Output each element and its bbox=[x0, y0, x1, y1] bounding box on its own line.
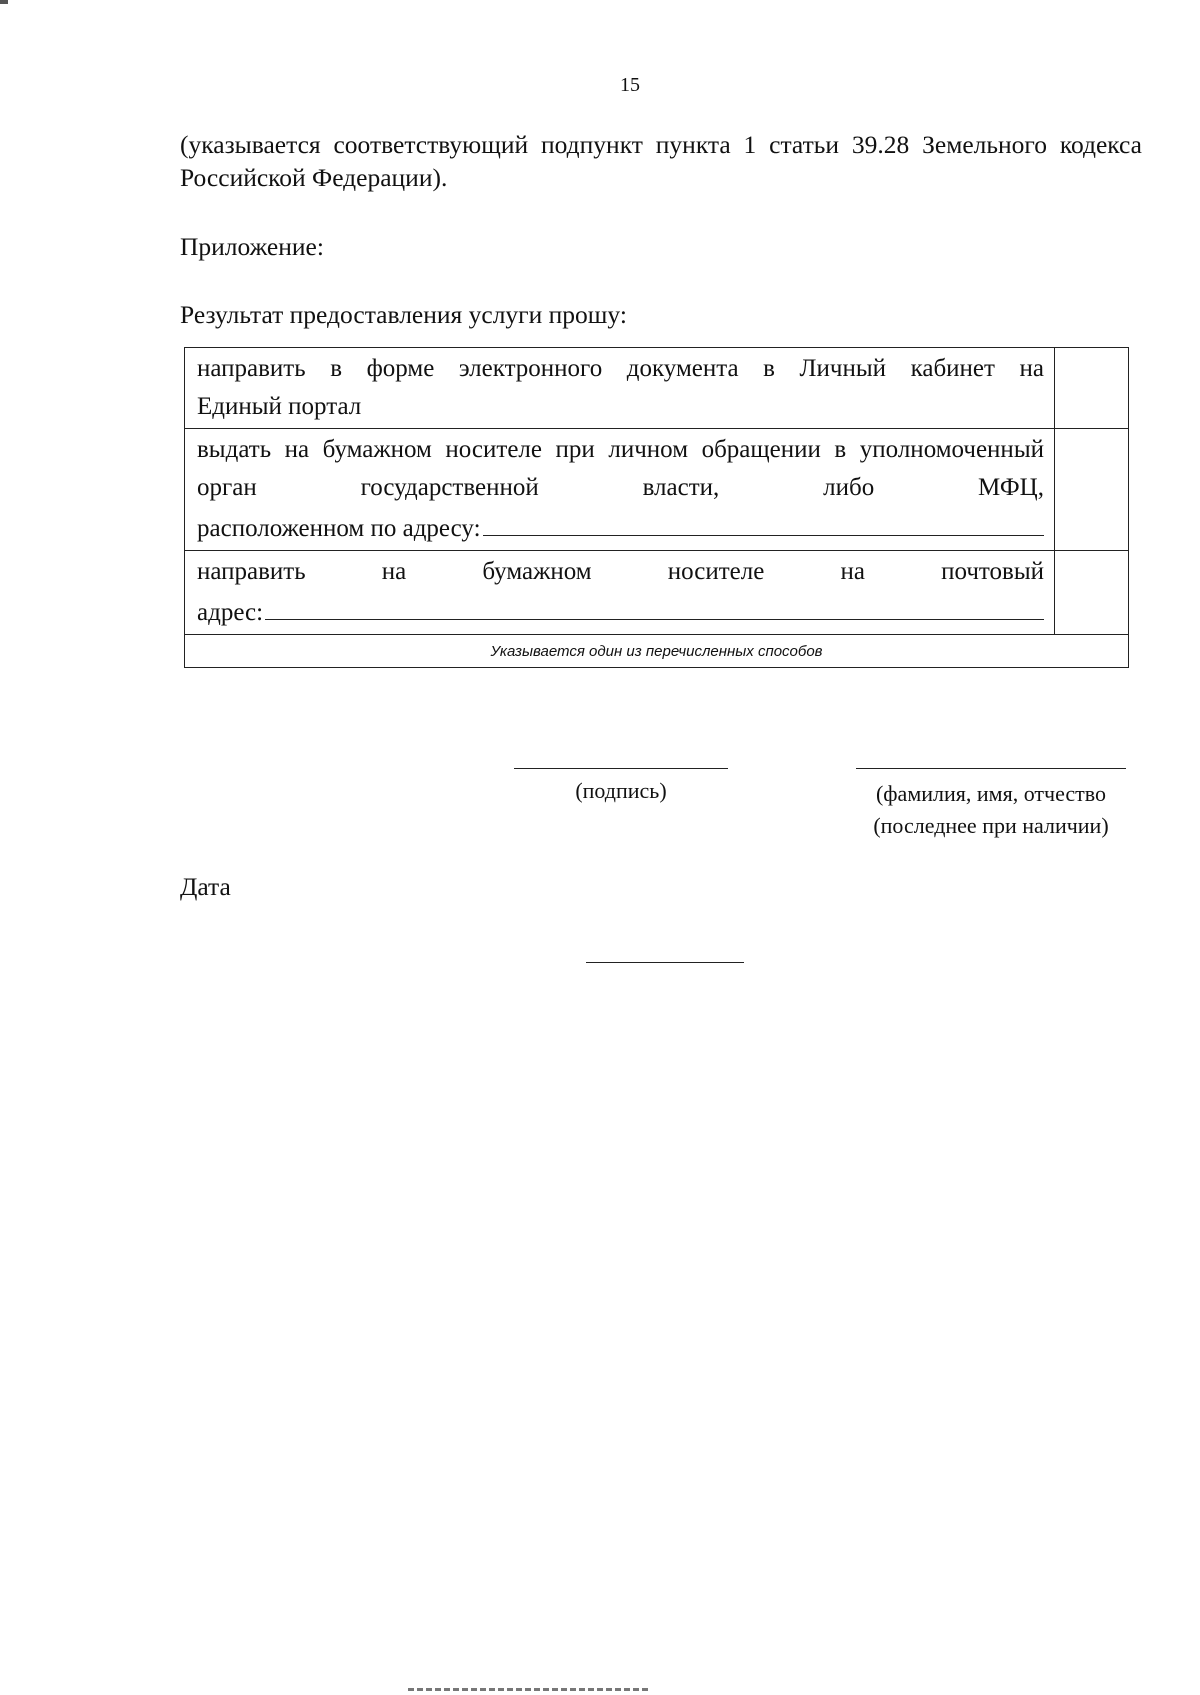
signature-line[interactable] bbox=[514, 768, 728, 769]
options-note-row bbox=[185, 635, 1129, 668]
options-note: Указывается один из перечисленных способов bbox=[185, 635, 1129, 668]
delivery-option-text-cell bbox=[185, 429, 1055, 551]
delivery-option-row bbox=[185, 348, 1129, 429]
delivery-option-last-line bbox=[197, 591, 1044, 632]
delivery-option-text-cell bbox=[185, 348, 1055, 429]
full-name-caption-line-2: (последнее при наличии) bbox=[873, 813, 1109, 838]
delivery-option-text: выдать на бумажном носителе при личном обращении в уполномоченный орган государственной власти, либо МФЦ, bbox=[197, 436, 1044, 501]
delivery-options-table bbox=[184, 347, 1129, 668]
delivery-option-row bbox=[185, 551, 1129, 635]
scan-bottom-mark bbox=[408, 1688, 648, 1691]
postal-address-fill-line[interactable] bbox=[265, 591, 1044, 620]
full-name-caption bbox=[856, 778, 1126, 842]
page-number: 15 bbox=[620, 74, 640, 96]
delivery-option-last-line bbox=[197, 388, 1044, 426]
result-label: Результат предоставления услуги прошу: bbox=[180, 300, 627, 329]
full-name-line[interactable] bbox=[856, 768, 1126, 769]
delivery-option-checkbox[interactable] bbox=[1055, 429, 1129, 551]
delivery-option-checkbox[interactable] bbox=[1055, 348, 1129, 429]
full-name-caption-line-1: (фамилия, имя, отчество bbox=[875, 781, 1107, 806]
attachment-label: Приложение: bbox=[180, 232, 324, 261]
date-label: Дата bbox=[180, 872, 231, 901]
delivery-option-text-cell bbox=[185, 551, 1055, 635]
delivery-option-row bbox=[185, 429, 1129, 551]
delivery-option-text: направить на бумажном носителе на почтовый bbox=[197, 558, 1044, 585]
delivery-option-last-text: адрес: bbox=[197, 599, 264, 626]
delivery-option-last-text: Единый портал bbox=[197, 393, 362, 420]
address-fill-line[interactable] bbox=[483, 507, 1044, 536]
document-end-line bbox=[586, 962, 744, 963]
delivery-option-checkbox[interactable] bbox=[1055, 551, 1129, 635]
signature-caption: (подпись) bbox=[575, 778, 667, 803]
scan-corner-mark bbox=[0, 0, 8, 4]
intro-paragraph: (указывается соответствующий подпункт пункта 1 статьи 39.28 Земельного кодекса Российской Федерации). bbox=[180, 130, 1142, 192]
delivery-option-text: направить в форме электронного документа в Личный кабинет на bbox=[197, 355, 1044, 382]
delivery-option-last-line bbox=[197, 507, 1044, 548]
delivery-option-last-text: расположенном по адресу: bbox=[197, 515, 481, 542]
